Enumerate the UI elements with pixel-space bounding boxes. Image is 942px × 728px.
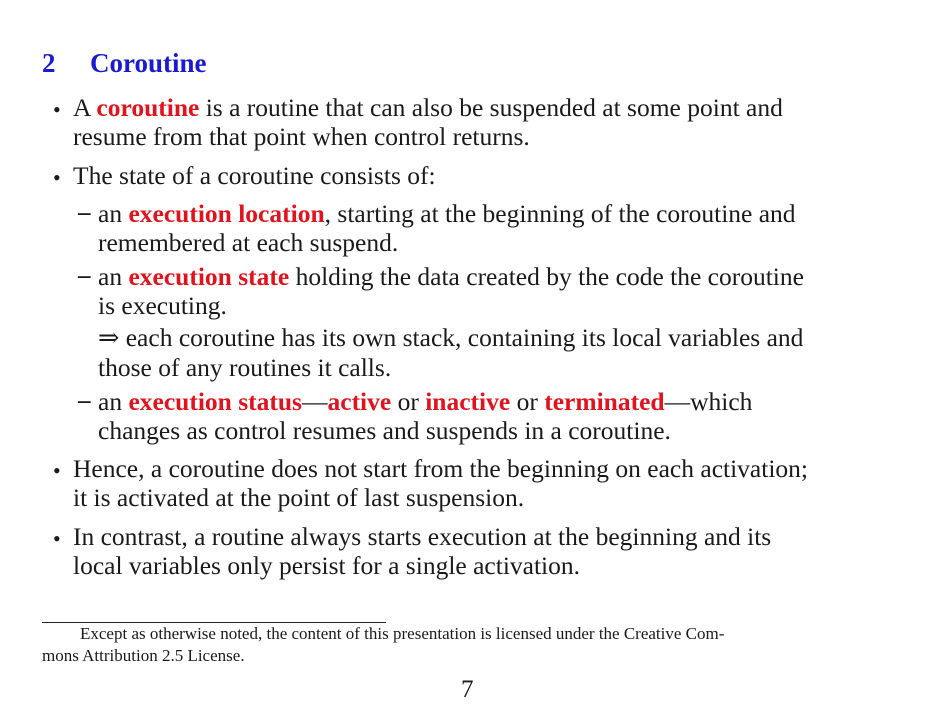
term-active: active	[327, 387, 392, 416]
bullet-1-line-1: A coroutine is a routine that can also be suspended at some point and	[73, 93, 783, 122]
dash-marker: –	[78, 199, 91, 226]
bullet-3-line-2: it is activated at the point of last suspension.	[73, 483, 525, 512]
sub-item-2-line-3: ⇒ each coroutine has its own stack, containing its local variables and	[98, 323, 804, 352]
page-number: 7	[461, 676, 474, 703]
bullet-1-line-2: resume from that point when control returns.	[73, 122, 530, 151]
bullet-4-line-2: local variables only persist for a single activation.	[73, 551, 581, 580]
sub-item-1-line-1: an execution location, starting at the beginning of the coroutine and	[98, 199, 796, 228]
section-number: 2	[42, 48, 56, 78]
footnote-line-2: mons Attribution 2.5 License.	[42, 646, 245, 665]
section-heading	[42, 48, 207, 79]
sub-item-2-line-2: is executing.	[98, 291, 227, 320]
bullet-3-line-1: Hence, a coroutine does not start from the beginning on each activation;	[73, 454, 809, 483]
sub-item-2-line-1: an execution state holding the data created by the code the coroutine	[98, 262, 804, 291]
bullet-2-line-1: The state of a coroutine consists of:	[73, 161, 436, 190]
term-execution-status: execution status	[128, 387, 302, 416]
sub-item-3-line-2: changes as control resumes and suspends in a coroutine.	[98, 416, 671, 445]
sub-item-2-line-4: those of any routines it calls.	[98, 353, 392, 382]
sub-item-1-line-2: remembered at each suspend.	[98, 228, 399, 257]
section-title: Coroutine	[90, 48, 207, 78]
footnote-line-1: Except as otherwise noted, the content of this presentation is licensed under the Creative Com-	[80, 624, 725, 643]
bullet-marker: •	[53, 97, 61, 122]
term-execution-location: execution location	[128, 199, 325, 228]
term-inactive: inactive	[425, 387, 511, 416]
bullet-marker: •	[53, 165, 61, 190]
bullet-marker: •	[53, 458, 61, 483]
term-terminated: terminated	[544, 387, 665, 416]
sub-item-3-line-1: an execution status—active or inactive or terminated—which	[98, 387, 753, 416]
bullet-4-line-1: In contrast, a routine always starts execution at the beginning and its	[73, 522, 772, 551]
term-coroutine: coroutine	[96, 93, 200, 122]
bullet-marker: •	[53, 526, 61, 551]
dash-marker: –	[78, 387, 91, 414]
dash-marker: –	[78, 262, 91, 289]
term-execution-state: execution state	[128, 262, 290, 291]
